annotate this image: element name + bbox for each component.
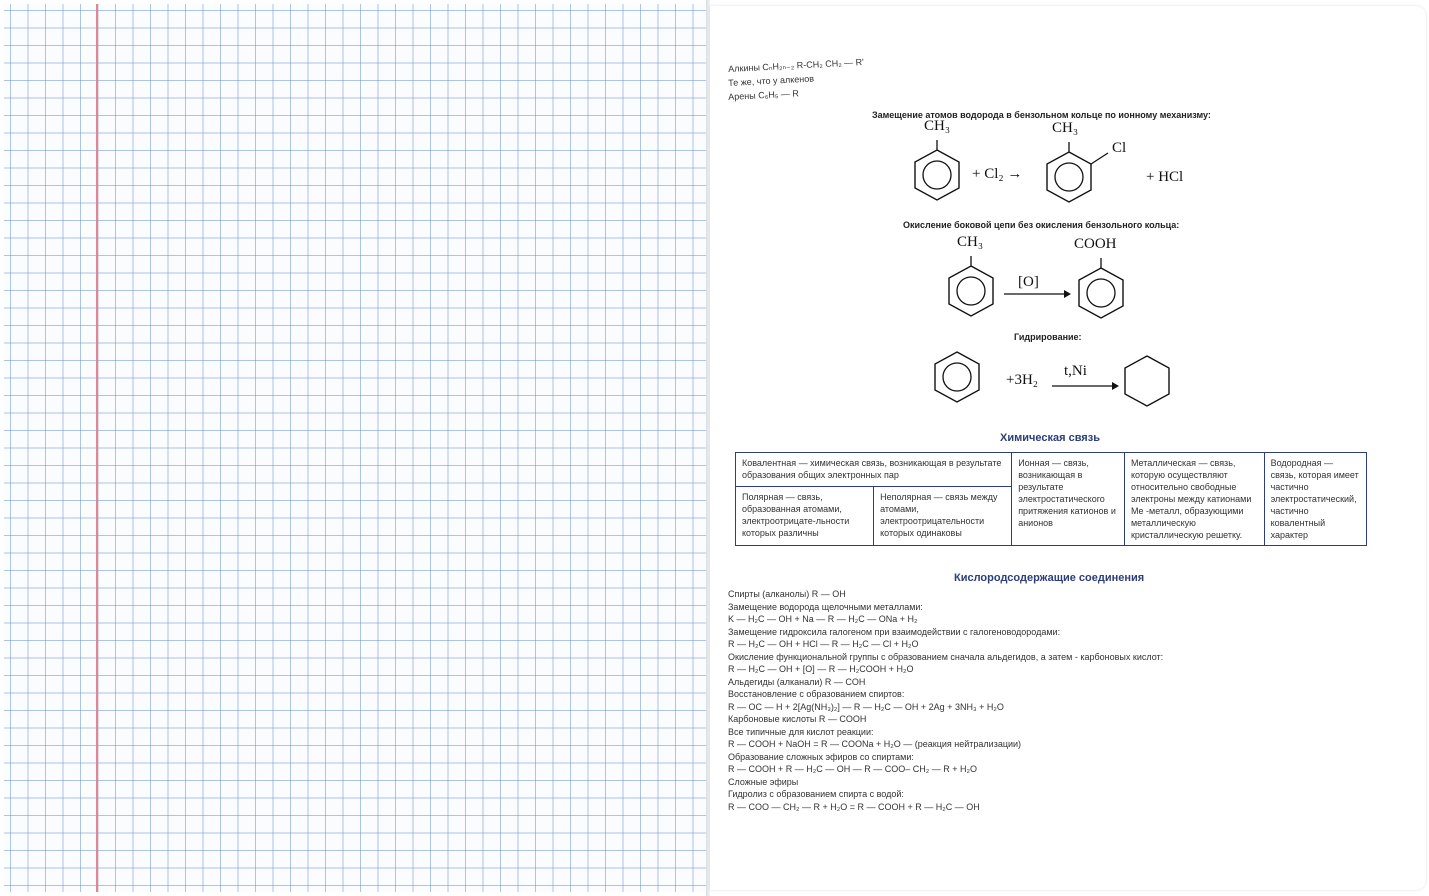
oxidation-title: Окисление боковой цепи без окисления бензольного кольца: — [903, 220, 1180, 230]
benzene-ring-oxidation-icon — [942, 262, 1002, 322]
oxidation-methyl-label: CH₃ — [957, 234, 984, 250]
oxygen-line-3: Замещение гидроксила галогеном при взаимодействии с галогеноводородами: — [728, 626, 1061, 637]
oxygen-line-1: Замещение водорода щелочными металлами: — [728, 601, 923, 612]
ionic-bond-cell: Ионная — связь, возникающая в результате электростатического притяжения катионов и анионов — [1012, 453, 1125, 546]
covalent-bond-cell: Ковалентная — химическая связь, возникающая в результате образования общих электронных пар — [736, 453, 1012, 487]
nonpolar-bond-cell: Неполярная — связь между атомами, электроотрицательности которых одинаковы — [874, 487, 1012, 546]
benzene-ring-hydrogenation-icon — [928, 348, 988, 408]
benzene-ring-benzoic-acid-icon — [1072, 264, 1132, 324]
oxygen-line-14: R — COOH + R — H₂C — OH — R — COO– CH₂ — R + H₂O — [728, 764, 978, 774]
note-arenes: Арены C₆H₅ — R — [728, 88, 800, 102]
hydrogen-bond-cell: Водородная — связь, которая имеет частично электростатический, частично ковалентный характер — [1264, 453, 1366, 546]
graph-paper-page — [4, 4, 706, 892]
printed-reference-page — [710, 6, 1426, 890]
chemical-bond-title: Химическая связь — [1000, 432, 1100, 444]
chlorotoluene-methyl-label: CH₃ — [1052, 120, 1079, 136]
chlorine-substituent: Cl — [1112, 140, 1127, 156]
oxygen-line-10: Карбоновые кислоты R — COOH — [728, 714, 867, 724]
oxygen-line-15: Сложные эфиры — [728, 776, 799, 787]
hydrogenation-arrow-icon — [1052, 382, 1118, 392]
metallic-bond-cell: Металлическая — связь, которую осуществляют относительно свободные электроны между катионами Ме -металл, образующими металлическую кристаллическую решетку. — [1124, 453, 1264, 546]
oxygen-line-16: Гидролиз с образованием спирта с водой: — [728, 789, 904, 799]
halogenation-title: Замещение атомов водорода в бензольном кольце по ионному механизму: — [872, 110, 1211, 120]
oxygen-line-12: R — COOH + NaOH = R — COONa + H₂O — (реакция нейтрализации) — [728, 739, 1022, 749]
hydrogen-reagent: +3H₂ — [1006, 372, 1039, 388]
oxygen-line-17: R — COO — CH₂ — R + H₂O = R — COOH + R — H₂C — OH — [728, 801, 980, 812]
chlorine-reagent: + Cl₂ → — [972, 166, 1023, 182]
oxygen-line-5: Окисление функциональной группы с образованием сначала альдегидов, а затем - карбоновых кислот: — [728, 651, 1164, 662]
margin-line — [96, 4, 98, 892]
hcl-byproduct: + HCl — [1146, 169, 1184, 185]
carboxyl-group-label: COOH — [1074, 236, 1117, 252]
oxygen-compounds-title: Кислородсодержащие соединения — [954, 572, 1145, 584]
oxygen-line-11: Все типичные для кислот реакции: — [728, 726, 874, 737]
oxidation-condition: [O] — [1018, 274, 1039, 290]
chemical-bond-table — [735, 452, 1367, 546]
benzene-ring-toluene-icon — [908, 146, 968, 206]
oxygen-line-8: Восстановление с образованием спиртов: — [728, 689, 905, 699]
hydrogenation-title: Гидрирование: — [1014, 332, 1082, 342]
benzene-ring-chlorotoluene-icon — [1040, 148, 1100, 208]
oxygen-line-9: R — OC — H + 2[Ag(NH₃)₂] — R — H₂C — OH + 2Ag + 3NH₃ + H₂O — [728, 701, 1004, 712]
oxygen-line-7: Альдегиды (алканали) R — COH — [728, 676, 866, 687]
oxygen-line-4: R — H₂C — OH + HCl — R — H₂C — Cl + H₂O — [728, 639, 919, 649]
hydrogenation-condition: t,Ni — [1064, 363, 1087, 379]
polar-bond-cell: Полярная — связь, образованная атомами, электроотрицате-льности которых различны — [736, 487, 874, 546]
note-same-as-alkenes: Те же, что у алкенов — [728, 73, 815, 88]
oxygen-line-13: Образование сложных эфиров со спиртами: — [728, 751, 914, 762]
oxygen-line-6: R — H₂C — OH + [O] — R — H₂COOH + H₂O — [728, 664, 914, 674]
toluene-methyl-label: CH₃ — [924, 118, 951, 134]
oxygen-line-0: Спирты (алканолы) R — OH — [728, 589, 846, 599]
note-alkynes: Алкины CₙH₂ₙ₋₂ R-CH₂ CH₂ — R' — [728, 56, 865, 74]
oxidation-arrow-icon — [1004, 290, 1070, 300]
cyclohexane-ring-icon — [1118, 352, 1178, 412]
oxygen-line-2: K — H₂C — OH + Na — R — H₂C — ONa + H₂ — [728, 614, 918, 624]
